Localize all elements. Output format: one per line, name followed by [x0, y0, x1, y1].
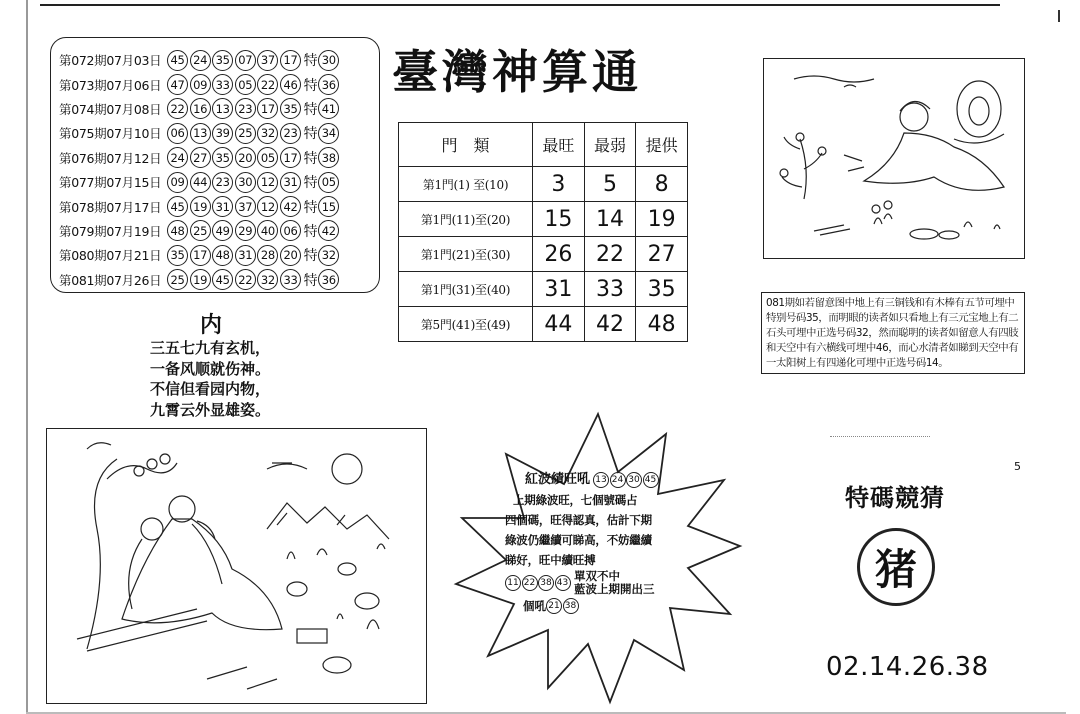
- number-ball: 35: [212, 147, 233, 168]
- number-ball: 35: [167, 245, 188, 266]
- result-period: 第073期07月06日: [59, 77, 162, 93]
- special-label: 特: [303, 53, 318, 70]
- burst-title-balls: [593, 472, 659, 488]
- number-ball: 37: [257, 50, 278, 71]
- number-ball: 25: [190, 220, 211, 241]
- number-ball: 17: [280, 147, 301, 168]
- guess-numbers: 02.14.26.38: [826, 652, 989, 682]
- guess-label: 特碼競猜: [845, 484, 945, 512]
- gate-table-header: [399, 123, 688, 167]
- number-ball: 31: [235, 245, 256, 266]
- gate-range: 第5門(41)至(49): [399, 307, 533, 342]
- special-ball: 15: [318, 196, 339, 217]
- header-provide: 提供: [636, 123, 688, 167]
- number-ball: 45: [212, 269, 233, 290]
- result-period: 第075期07月10日: [59, 126, 162, 142]
- number-ball: 20: [235, 147, 256, 168]
- top-rule: [40, 0, 1000, 6]
- number-ball: 22: [167, 98, 188, 119]
- number-ball: 49: [212, 220, 233, 241]
- special-ball: 05: [318, 172, 339, 193]
- result-row: [59, 146, 373, 170]
- header-max: 最旺: [533, 123, 585, 167]
- result-period: 第080期07月21日: [59, 248, 162, 264]
- number-ball: 46: [280, 74, 301, 95]
- number-ball: 32: [257, 269, 278, 290]
- special-label: 特: [303, 175, 318, 192]
- burst-line: 睇好，旺中續旺搏: [505, 553, 596, 567]
- illustration-sages: [46, 428, 427, 704]
- number-ball: 24: [167, 147, 188, 168]
- special-ball: 38: [318, 147, 339, 168]
- number-ball: 09: [167, 172, 188, 193]
- number-ball: 45: [167, 50, 188, 71]
- number-ball: 47: [167, 74, 188, 95]
- small-ball: 43: [555, 575, 571, 591]
- number-ball: 39: [212, 123, 233, 144]
- header-min: 最弱: [584, 123, 636, 167]
- poem-line: 三五七九有玄机，: [150, 339, 271, 357]
- result-period: 第074期07月08日: [59, 101, 162, 117]
- gate-min: 22: [584, 237, 636, 272]
- gate-row: [399, 307, 688, 342]
- burst-last-balls: [546, 598, 579, 614]
- result-row: [59, 243, 373, 267]
- special-ball: 36: [318, 269, 339, 290]
- number-ball: 44: [190, 172, 211, 193]
- special-label: 特: [303, 126, 318, 143]
- number-ball: 40: [257, 220, 278, 241]
- small-ball: 38: [538, 575, 554, 591]
- result-row: [59, 194, 373, 218]
- special-label: 特: [303, 272, 318, 289]
- burst-last-row: [523, 596, 705, 616]
- special-label: 特: [303, 199, 318, 216]
- result-period: 第077期07月15日: [59, 175, 162, 191]
- result-period: 第079期07月19日: [59, 223, 162, 239]
- gate-max: 44: [533, 307, 585, 342]
- poem-line: 一备风顺就伤神。: [150, 359, 271, 378]
- burst-ball-row: [505, 570, 705, 596]
- gate-min: 33: [584, 272, 636, 307]
- left-rule: [26, 0, 28, 714]
- number-ball: 33: [212, 74, 233, 95]
- number-ball: 06: [280, 220, 301, 241]
- result-row: [59, 219, 373, 243]
- special-ball: 36: [318, 74, 339, 95]
- result-row: [59, 121, 373, 145]
- number-ball: 13: [190, 123, 211, 144]
- number-ball: 48: [212, 245, 233, 266]
- number-ball: 05: [257, 147, 278, 168]
- result-row: [59, 72, 373, 96]
- number-ball: 42: [280, 196, 301, 217]
- result-period: 第072期07月03日: [59, 53, 162, 69]
- dotted-divider: [830, 436, 930, 437]
- gate-row: [399, 202, 688, 237]
- poem-title: 内: [200, 312, 223, 338]
- special-label: 特: [303, 101, 318, 118]
- number-ball: 20: [280, 245, 301, 266]
- number-ball: 32: [257, 123, 278, 144]
- page-title: 臺灣神算通: [392, 45, 642, 99]
- number-ball: 12: [257, 196, 278, 217]
- gate-row: [399, 272, 688, 307]
- number-ball: 30: [235, 172, 256, 193]
- burst-row-balls: [505, 575, 571, 591]
- small-ball: 21: [546, 598, 562, 614]
- small-ball: 22: [522, 575, 538, 591]
- number-ball: 16: [190, 98, 211, 119]
- special-label: 特: [303, 77, 318, 94]
- special-ball: 42: [318, 220, 339, 241]
- number-ball: 29: [235, 220, 256, 241]
- burst-line: 上期綠波旺，七個號碼占: [513, 493, 638, 507]
- number-ball: 25: [235, 123, 256, 144]
- small-ball: 30: [626, 472, 642, 488]
- gate-range: 第1門(1) 至(10): [399, 167, 533, 202]
- number-ball: 31: [280, 172, 301, 193]
- poem-line: 不信但看园内物，: [150, 380, 271, 398]
- gate-provide: 8: [636, 167, 688, 202]
- number-ball: 27: [190, 147, 211, 168]
- gate-row: [399, 167, 688, 202]
- result-row: [59, 268, 373, 292]
- burst-row-text-b: 藍波上期開出三: [574, 582, 655, 596]
- gate-min: 42: [584, 307, 636, 342]
- burst-line: 綠波仍繼續可睇高，不妨繼續: [505, 533, 652, 547]
- header-category: 門 類: [399, 123, 533, 167]
- result-period: 第076期07月12日: [59, 150, 162, 166]
- gate-range: 第1門(31)至(40): [399, 272, 533, 307]
- number-ball: 48: [167, 220, 188, 241]
- special-ball: 32: [318, 245, 339, 266]
- number-ball: 23: [235, 98, 256, 119]
- result-period: 第078期07月17日: [59, 199, 162, 215]
- gate-row: [399, 237, 688, 272]
- number-ball: 37: [235, 196, 256, 217]
- number-ball: 06: [167, 123, 188, 144]
- burst-content: [505, 470, 705, 616]
- number-ball: 45: [167, 196, 188, 217]
- right-mark: [1058, 10, 1060, 22]
- number-ball: 35: [280, 98, 301, 119]
- number-ball: 09: [190, 74, 211, 95]
- burst-title: 紅波績旺吼: [525, 472, 591, 487]
- number-ball: 22: [235, 269, 256, 290]
- number-ball: 25: [167, 269, 188, 290]
- number-ball: 28: [257, 245, 278, 266]
- number-ball: 17: [280, 50, 301, 71]
- gate-range: 第1門(21)至(30): [399, 237, 533, 272]
- result-row: [59, 48, 373, 72]
- number-ball: 05: [235, 74, 256, 95]
- special-label: 特: [303, 150, 318, 167]
- result-row: [59, 170, 373, 194]
- result-period: 第081期07月26日: [59, 272, 162, 288]
- small-ball: 24: [610, 472, 626, 488]
- gate-max: 31: [533, 272, 585, 307]
- poem: [150, 338, 310, 420]
- gate-min: 5: [584, 167, 636, 202]
- number-ball: 19: [190, 196, 211, 217]
- gate-max: 26: [533, 237, 585, 272]
- special-ball: 41: [318, 98, 339, 119]
- number-ball: 23: [280, 123, 301, 144]
- small-ball: 11: [505, 575, 521, 591]
- number-ball: 31: [212, 196, 233, 217]
- gate-table: [398, 122, 688, 342]
- burst-row-text-a: 單双不中: [574, 569, 620, 583]
- special-ball: 34: [318, 123, 339, 144]
- special-label: 特: [303, 248, 318, 265]
- number-ball: 12: [257, 172, 278, 193]
- small-ball: 13: [593, 472, 609, 488]
- illustration-woman-garden: [763, 58, 1025, 259]
- number-ball: 35: [212, 50, 233, 71]
- gate-max: 3: [533, 167, 585, 202]
- burst-last-prefix: 個吼: [523, 599, 546, 613]
- gate-provide: 48: [636, 307, 688, 342]
- number-ball: 22: [257, 74, 278, 95]
- draw-results-box: [50, 37, 380, 293]
- number-ball: 24: [190, 50, 211, 71]
- number-ball: 33: [280, 269, 301, 290]
- number-ball: 07: [235, 50, 256, 71]
- number-ball: 19: [190, 269, 211, 290]
- page-number: 5: [1014, 460, 1021, 473]
- burst-title-row: [525, 470, 705, 490]
- riddle-text: 081期如若留意图中地上有三铜钱和有木棒有五节可埋中特别号码35，而明眼的读者如只看地上有三元宝地上有二石头可埋中正选号码32，然而聪明的读者如留意人有四肢和天空中有六横线可埋中46，而心水清者如睇到天空中有一太阳树上有四递化可埋中正选号码14。: [761, 292, 1025, 374]
- number-ball: 17: [257, 98, 278, 119]
- burst-line: 四個碼，旺得認真，估計下期: [505, 513, 652, 527]
- gate-provide: 19: [636, 202, 688, 237]
- gate-max: 15: [533, 202, 585, 237]
- result-row: [59, 97, 373, 121]
- small-ball: 45: [643, 472, 659, 488]
- small-ball: 38: [563, 598, 579, 614]
- number-ball: 17: [190, 245, 211, 266]
- gate-min: 14: [584, 202, 636, 237]
- number-ball: 13: [212, 98, 233, 119]
- gate-provide: 35: [636, 272, 688, 307]
- gate-provide: 27: [636, 237, 688, 272]
- gate-range: 第1門(11)至(20): [399, 202, 533, 237]
- poem-line: 九霄云外显雄姿。: [150, 400, 271, 419]
- special-label: 特: [303, 223, 318, 240]
- special-ball: 30: [318, 50, 339, 71]
- number-ball: 23: [212, 172, 233, 193]
- zodiac-circle: 猪: [857, 528, 935, 606]
